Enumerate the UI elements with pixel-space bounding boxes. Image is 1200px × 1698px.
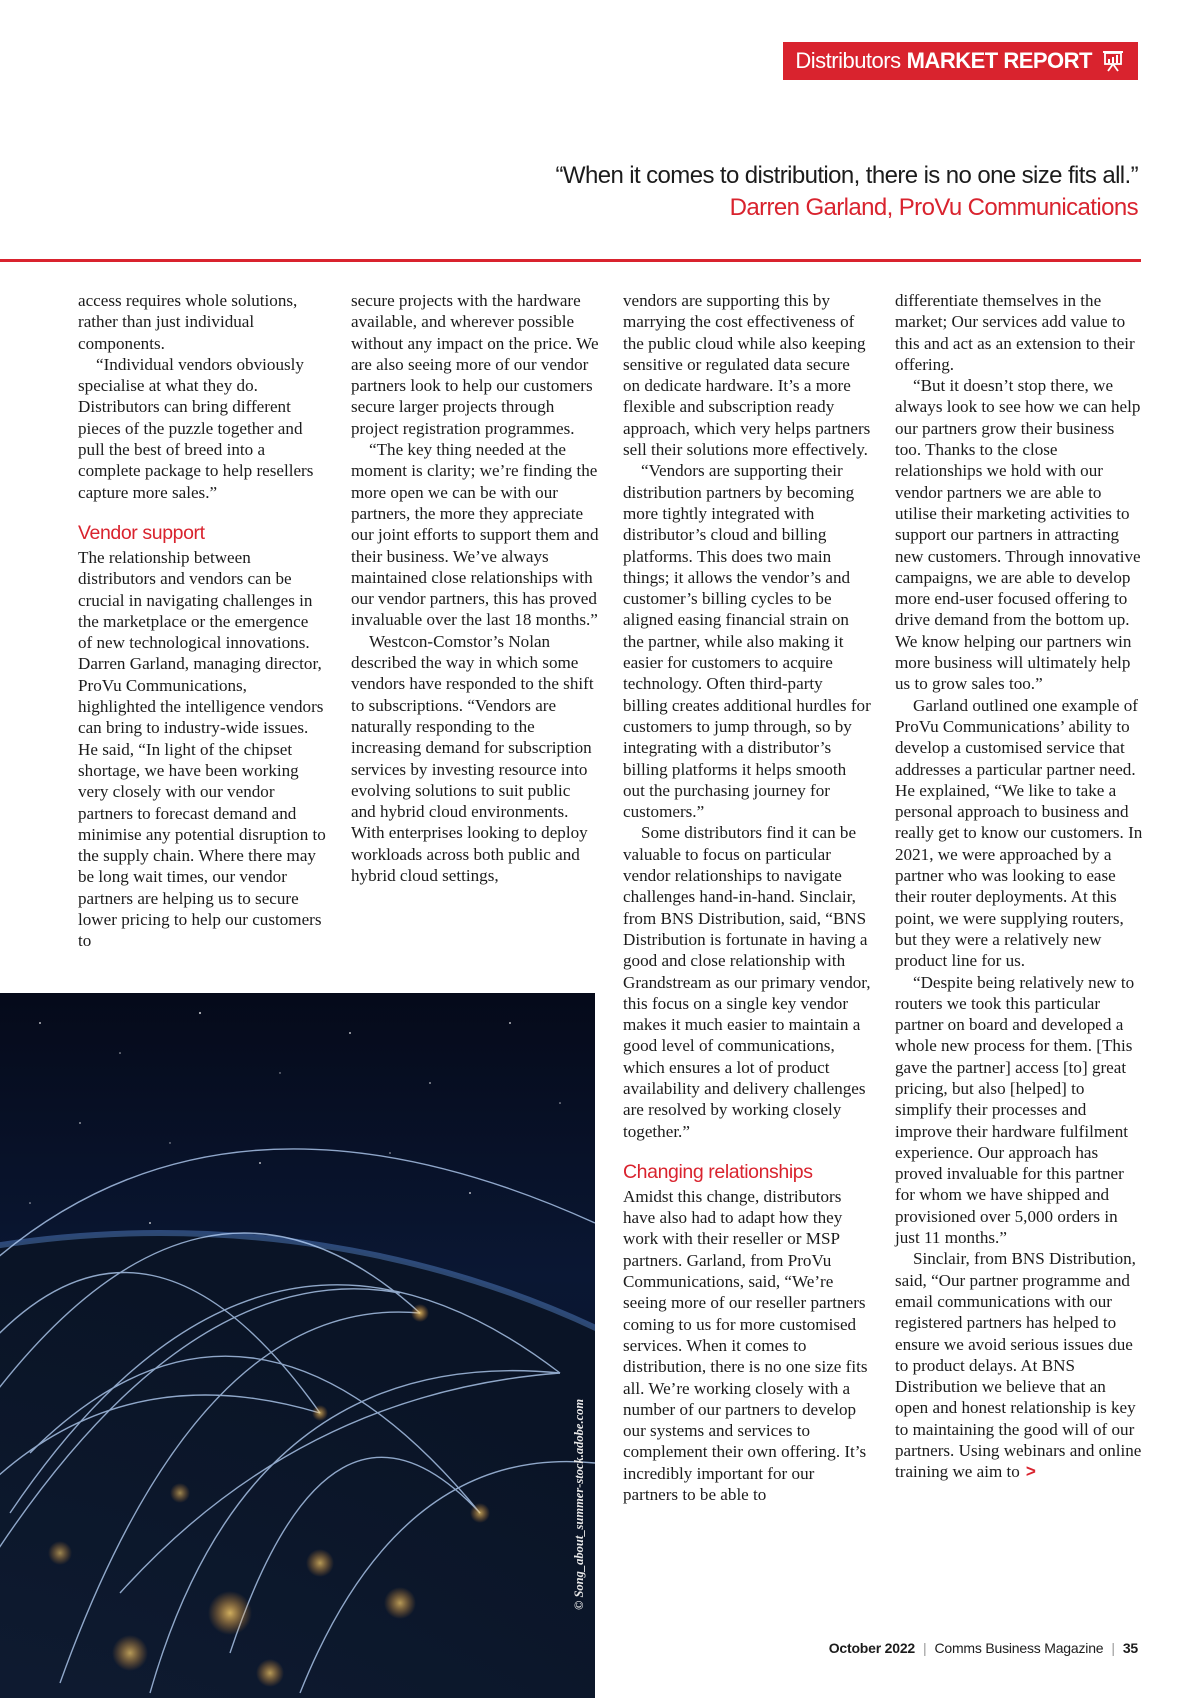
- paragraph: access requires whole solutions, rather than just individual components.: [78, 291, 298, 353]
- paragraph: Garland outlined one example of ProVu Communications’ ability to develop a customised service that addresses a particular partner need. He explained, “We like to take a personal approach to business and really get to know our customers. In 2021, we were approached by a partner who was looking to ease their router deployments. At this point, we were supplying routers, but they were a relatively new product line for us.: [895, 695, 1143, 971]
- paragraph: “Vendors are supporting their distribution partners by becoming more tightly integrated with distributor’s cloud and billing platforms. This does two main things; it allows the vendor’s and customer’s billing cycles to be aligned easing financial strain on the partner, while also making it easier for customers to acquire technology. Often third-party billing creates additional hurdles for customers to jump through, so by integrating with a distributor’s billing platforms it helps smooth out the purchasing journey for customers.”: [623, 461, 871, 822]
- paragraph: Amidst this change, distributors have also had to adapt how they work with their reseller or MSP partners. Garland, from ProVu Communications, said, “We’re seeing more of our reseller partners coming to us for more customised services. When it comes to distribution, there is no one size fits all. We’re working closely with a number of our partners to develop our systems and services to complement their own offering. It’s incredibly important for our partners to be able to: [623, 1186, 868, 1505]
- subheading-vendor-support: Vendor support: [78, 521, 205, 544]
- section-tag-bold: MARKET REPORT: [906, 48, 1092, 73]
- earth-network-illustration: [0, 993, 595, 1698]
- paragraph: Westcon-Comstor’s Nolan described the way in which some vendors have responded to the shift to subscriptions. “Vendors are naturally responding to the increasing demand for subscription services by investing resource into evolving solutions to suit public and hybrid cloud environments. With enterprises looking to deploy workloads across both public and hybrid cloud settings,: [351, 631, 594, 886]
- pull-quote-text: “When it comes to distribution, there is no one size fits all.”: [555, 162, 1138, 189]
- pull-quote-attribution: Darren Garland, ProVu Communications: [729, 194, 1138, 221]
- footer-separator: |: [1111, 1640, 1115, 1656]
- issue-date: October 2022: [828, 1640, 916, 1656]
- paragraph-text: Sinclair, from BNS Distribution, said, “Our partner programme and email communications with our registered partners has helped to ensure we avoid serious issues due to product delays. At BNS Distribution we believe that an open and honest relationship is key to maintaining the good will of our partners. Using webinars and online training we aim to: [895, 1249, 1142, 1482]
- paragraph: vendors are supporting this by marrying the cost effectiveness of the public cloud while also keeping sensitive or regulated data secure on dedicate hardware. It’s a more flexible and subscription ready approach, which very helps partners sell their solutions more effectively.: [623, 291, 871, 460]
- paragraph: secure projects with the hardware available, and wherever possible without any impact on the price. We are also seeing more of our vendor partners look to help our customers secure larger projects through project registration programmes.: [351, 291, 599, 438]
- text-column-3: [623, 290, 871, 1505]
- footer-separator: |: [923, 1640, 927, 1656]
- section-tag: [783, 42, 1138, 80]
- section-tag-light: Distributors: [795, 48, 901, 73]
- paragraph: differentiate themselves in the market; Our services add value to this and act as an extension to their offering.: [895, 291, 1135, 374]
- paragraph: “But it doesn’t stop there, we always look to see how we can help our partners grow their business too. Thanks to the close relationships we hold with our vendor partners we are able to utilise their marketing activities to support our partners in attracting new customers. Through innovative campaigns, we are able to develop more end-user focused offering to drive demand from the bottom up. We know helping our partners win more business will ultimately help us to grow sales too.”: [895, 376, 1141, 694]
- paragraph: “The key thing needed at the moment is clarity; we’re finding the more open we can be with our partners, the more they appreciate our joint efforts to support them and their business. We’ve always maintained close relationships with our vendor partners, this has proved invaluable over the last 18 months.”: [351, 440, 599, 630]
- paragraph-last: [895, 1248, 1143, 1482]
- continue-arrow-icon: >: [1025, 1462, 1036, 1482]
- text-column-1: [78, 290, 326, 952]
- earth-at-night-image: [0, 993, 595, 1698]
- photo-credit: © Song_about_summer-stock.adobe.com: [572, 1398, 586, 1610]
- text-column-4: [895, 290, 1143, 1483]
- header-divider: [0, 259, 1141, 262]
- paragraph: The relationship between distributors and vendors can be crucial in navigating challenges in the marketplace or the emergence of new technological innovations. Darren Garland, managing director, ProVu Communications, highlighted the intelligence vendors can bring to industry-wide issues. He said, “In light of the chipset shortage, we have been working very closely with our vendor partners to forecast demand and minimise any potential disruption to the supply chain. Where there may be long wait times, our vendor partners are helping us to secure lower pricing to help our customers to: [78, 547, 326, 951]
- paragraph: Some distributors find it can be valuable to focus on particular vendor relationships to navigate challenges hand-in-hand. Sinclair, from BNS Distribution, said, “BNS Distribution is fortunate in having a good and close relationship with Grandstream as our primary vendor, this focus on a single key vendor makes it much easier to maintain a good level of communications, which ensures a lot of product availability and delivery challenges are resolved by working closely together.”: [623, 823, 871, 1141]
- text-column-2: [351, 290, 599, 886]
- publication-name: Comms Business Magazine: [934, 1640, 1104, 1656]
- paragraph: “Individual vendors obviously specialise at what they do. Distributors can bring different pieces of the puzzle together and pull the best of breed into a complete package to help resellers capture more sales.”: [78, 354, 314, 502]
- subheading-changing-relationships: Changing relationships: [623, 1160, 813, 1183]
- presentation-chart-icon: [1102, 49, 1124, 73]
- pull-quote: [556, 162, 1138, 222]
- paragraph: “Despite being relatively new to routers we took this particular partner on board and developed a whole new process for them. [This gave the partner] access [to] great pricing, but also [helped] to simplify their processes and improve their hardware fulfilment experience. Our approach has proved invaluable for this partner for whom we have shipped and provisioned over 5,000 orders in just 11 months.”: [895, 972, 1135, 1248]
- page-footer: [829, 1640, 1138, 1656]
- page-number: 35: [1122, 1640, 1138, 1656]
